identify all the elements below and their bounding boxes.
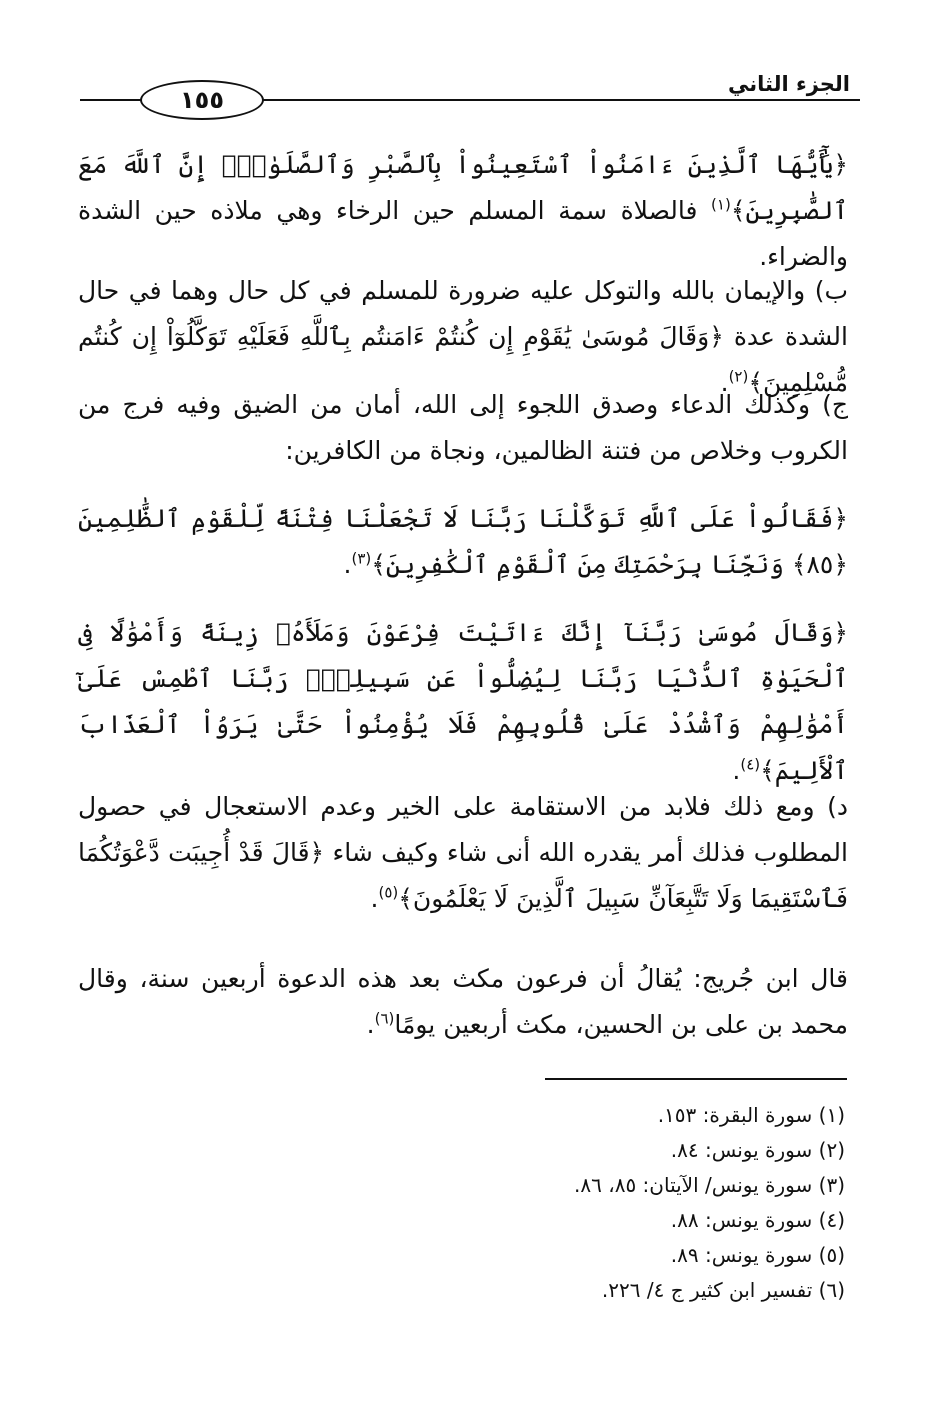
- page-number: ١٥٥: [140, 80, 264, 120]
- footnote-1: (١) سورة البقرة: ١٥٣.: [657, 1103, 845, 1127]
- paragraph-end: .: [720, 368, 729, 397]
- page-header: [80, 66, 860, 130]
- paragraph-text: فالصلاة سمة المسلم حين الرخاء وهي ملاذه حين الشدة والضراء.: [78, 196, 848, 271]
- footnote-ref: (٤): [740, 755, 761, 774]
- quran-verse: ﴿قَالَ قَدْ أُجِيبَت دَّعْوَتُكُمَا فَٱسْتَقِيمَا وَلَا تَتَّبِعَآنِّ سَبِيلَ ٱلَّذِينَ لَا يَعْلَمُونَ﴾: [78, 838, 848, 913]
- quran-verse: ﴿يَٰٓأَيُّهَا ٱلَّذِينَ ءَامَنُواْ ٱسْتَعِينُواْ بِٱلصَّبْرِ وَٱلصَّلَوٰةِۚ إِنَّ ٱللَّهَ مَعَ ٱلصَّٰبِرِينَ﴾: [78, 150, 848, 225]
- paragraph-text: ج) وكذلك الدعاء وصدق اللجوء إلى الله، أمان من الضيق وفيه فرج من الكروب وخلاص من فتنة الظالمين، ونجاة من الكافرين:: [78, 390, 848, 465]
- footnote-ref: (٢): [728, 367, 749, 386]
- footnote-ref: (١): [711, 195, 731, 214]
- footnote-5: (٥) سورة يونس: ٨٩.: [670, 1243, 845, 1267]
- paragraph-4: [78, 496, 848, 588]
- quran-verse: ﴿فَقَالُواْ عَلَى ٱللَّهِ تَوَكَّلْنَا رَبَّنَا لَا تَجْعَلْنَا فِتْنَةً لِّلْقَوْمِ ٱلظَّٰلِمِينَ ﴿٨٥﴾ وَنَجِّنَا بِرَحْمَتِكَ مِنَ ٱلْقَوْمِ ٱلْكَٰفِرِينَ﴾: [78, 504, 848, 579]
- paragraph-text: ب) والإيمان بالله والتوكل عليه ضرورة للمسلم في كل حال وهما في حال الشدة عدة: [78, 276, 848, 351]
- footnote-3: (٣) سورة يونس/ الآيتان: ٨٥، ٨٦.: [574, 1173, 845, 1197]
- paragraph-6: [78, 784, 848, 922]
- footnote-separator: [545, 1078, 847, 1080]
- footnotes: [445, 1098, 845, 1308]
- paragraph-end: .: [732, 756, 741, 785]
- paragraph-1: [78, 142, 848, 280]
- footnote-ref: (٣): [351, 549, 372, 568]
- paragraph-end: .: [370, 884, 379, 913]
- part-title: الجزء الثاني: [727, 72, 850, 96]
- footnote-ref: (٦): [374, 1009, 395, 1028]
- paragraph-end: .: [343, 550, 352, 579]
- paragraph-7: [78, 956, 848, 1048]
- quran-verse: ﴿وَقَالَ مُوسَىٰ رَبَّنَآ إِنَّكَ ءَاتَيْتَ فِرْعَوْنَ وَمَلَأَهُۥ زِينَةً وَأَمْوَٰلًا فِى ٱلْحَيَوٰةِ ٱلدُّنْيَا رَبَّنَا لِيُضِلُّواْ عَن سَبِيلِكَۖ رَبَّنَا ٱطْمِسْ عَلَىٰٓ أَمْوَٰلِهِمْ وَٱشْدُدْ عَلَىٰ قُلُوبِهِمْ فَلَا يُؤْمِنُواْ حَتَّىٰ يَرَوُاْ ٱلْعَذَابَ ٱلْأَلِيمَ﴾: [78, 618, 849, 785]
- footnote-6: (٦) تفسير ابن كثير ج ٤/ ٢٢٦.: [601, 1278, 845, 1302]
- paragraph-end: .: [366, 1010, 375, 1039]
- footnote-4: (٤) سورة يونس: ٨٨.: [670, 1208, 845, 1232]
- paragraph-5: [78, 610, 848, 794]
- footnote-2: (٢) سورة يونس: ٨٤.: [670, 1138, 845, 1162]
- paragraph-3: [78, 382, 848, 474]
- footnote-ref: (٥): [378, 883, 399, 902]
- quran-verse: ﴿وَقَالَ مُوسَىٰ يَٰقَوْمِ إِن كُنتُمْ ءَامَنتُم بِٱللَّهِ فَعَلَيْهِ تَوَكَّلُوٓاْ إِن كُنتُم مُّسْلِمِينَ﴾: [78, 322, 848, 397]
- paragraph-text: د) ومع ذلك فلابد من الاستقامة على الخير وعدم الاستعجال في حصول المطلوب فذلك أمر يقدره الله أنى شاء وكيف شاء: [78, 792, 848, 867]
- paragraph-text: قال ابن جُريج: يُقالُ أن فرعون مكث بعد هذه الدعوة أربعين سنة، وقال محمد بن على بن الحسين، مكث أربعين يومًا: [78, 964, 848, 1039]
